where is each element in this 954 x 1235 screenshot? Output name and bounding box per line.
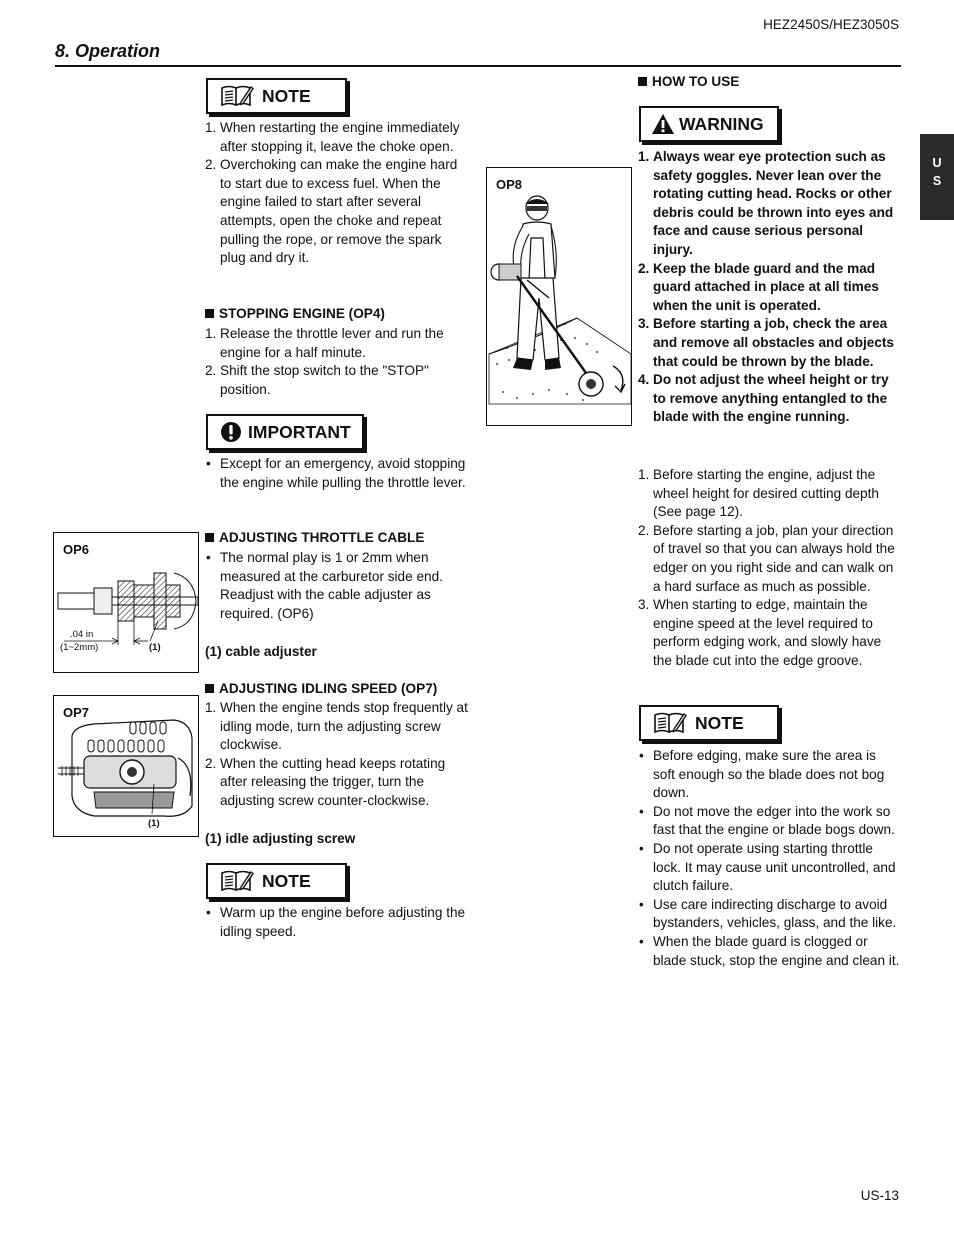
note-label: NOTE [262, 870, 311, 891]
figure-label: OP8 [496, 177, 523, 192]
page-number: US-13 [860, 1188, 899, 1203]
heading-text: HOW TO USE [652, 74, 740, 89]
list-item: • Before edging, make sure the area is soft enough so the blade does not bog down. [638, 747, 900, 803]
heading-text: ADJUSTING IDLING SPEED (OP7) [219, 681, 438, 696]
item-text: Before starting a job, plan your direction of travel so that you can always hold the edger on you right side and can walk on a hard surface as much as possible. [653, 522, 895, 594]
book-pencil-icon [653, 712, 687, 734]
list-item: • When the blade guard is clogged or blade stuck, stop the engine and clean it. [638, 933, 900, 970]
item-number: 2. [205, 363, 217, 379]
section-title: 8. Operation [55, 41, 161, 61]
item-number: 2. [638, 260, 650, 276]
throttle-cable-list [205, 549, 470, 623]
how-to-use-steps [638, 466, 900, 671]
list-item [638, 315, 900, 371]
list-item: • Do not operate using starting throttle lock. It may cause unit uncontrolled, and clutch failure. [638, 840, 900, 896]
list-item [205, 362, 470, 399]
list-item: • The normal play is 1 or 2mm when measured at the carburetor side end. Readjust with the cable adjuster as required. (OP6) [205, 549, 470, 623]
note-list-3 [638, 747, 900, 970]
important-label: IMPORTANT [248, 421, 351, 442]
stopping-list [205, 325, 470, 399]
header-rule [55, 65, 901, 67]
item-text: Do not adjust the wheel height or try to remove anything entangled to the blade with the engine running. [653, 372, 889, 425]
list-item: • Use care indirecting discharge to avoid bystanders, vehicles, glass, and the like. [638, 896, 900, 933]
note-list-2 [205, 904, 470, 941]
cable-adjuster-caption: (1) cable adjuster [205, 644, 317, 659]
square-bullet-icon [638, 77, 647, 86]
figure-label: OP6 [63, 542, 90, 557]
stopping-engine-heading [205, 305, 385, 324]
item-number: 4. [638, 372, 650, 388]
figure-callout: (1) [148, 818, 160, 829]
note-list-1 [205, 119, 470, 268]
important-callout [206, 414, 364, 450]
list-item [205, 119, 470, 156]
list-item [205, 699, 470, 755]
figure-label: OP7 [63, 705, 90, 720]
model-number: HEZ2450S/HEZ3050S [763, 17, 899, 32]
warning-list [638, 148, 900, 427]
list-item: • Do not move the edger into the work so fast that the engine or blade bogs down. [638, 803, 900, 840]
item-text: When starting to edge, maintain the engine speed at the level required to perform edging work, and slowly have the blade cut into the edge groove. [653, 597, 882, 668]
item-text: Keep the blade guard and the mad guard attached in place at all times when the unit is operated. [653, 260, 879, 313]
list-item: • Except for an emergency, avoid stopping the engine while pulling the throttle lever. [205, 455, 470, 492]
list-item [205, 156, 470, 268]
item-number: 2. [205, 755, 217, 771]
heading-text: STOPPING ENGINE (OP4) [219, 306, 385, 321]
idling-list [205, 699, 470, 811]
square-bullet-icon [205, 309, 214, 318]
throttle-cable-heading [205, 529, 424, 548]
item-text: Before starting a job, check the area and remove all obstacles and objects that could be thrown by the blade. [653, 316, 894, 369]
figure-op8 [486, 167, 632, 426]
square-bullet-icon [205, 533, 214, 542]
item-number: 2. [638, 522, 650, 538]
item-number: 1. [205, 120, 217, 135]
item-number: 1. [205, 326, 217, 341]
item-text: Release the throttle lever and run the engine for a half minute. [220, 326, 444, 360]
warning-callout [639, 106, 779, 142]
list-item [205, 755, 470, 811]
figure-op6 [53, 532, 199, 673]
engine-carburetor-drawing [54, 696, 200, 838]
operator-edging-drawing [487, 168, 633, 427]
item-text: Overchoking can make the engine hard to start due to excess fuel. When the engine failed to start after several attempts, open the choke and repeat pulling the rope, or remove the spark plug and dry it. [220, 157, 458, 266]
book-pencil-icon [220, 870, 254, 892]
list-item [638, 522, 900, 596]
item-number: 3. [638, 597, 650, 613]
dimension-inches: .04 in [70, 629, 94, 640]
list-item [638, 260, 900, 316]
list-item [638, 148, 900, 260]
item-text: When the engine tends stop frequently at idling mode, turn the adjusting screw clockwise. [220, 700, 468, 753]
how-to-use-heading [638, 73, 739, 92]
item-number: 1. [638, 149, 650, 164]
item-text: When the cutting head keeps rotating after releasing the trigger, turn the adjusting screw counter-clockwise. [220, 755, 446, 808]
list-item [205, 325, 470, 362]
figure-op7 [53, 695, 199, 837]
list-item: • Warm up the engine before adjusting the idling speed. [205, 904, 470, 941]
square-bullet-icon [205, 684, 214, 693]
note-label: NOTE [695, 712, 744, 733]
item-number: 3. [638, 316, 650, 332]
item-text: Shift the stop switch to the "STOP" position. [220, 363, 429, 397]
side-tab [920, 134, 954, 220]
item-text: Always wear eye protection such as safety goggles. Never lean over the rotating cutting head. Rocks or other debris could be thrown into eyes and face and cause serious personal injury. [653, 149, 894, 257]
idling-speed-heading [205, 680, 437, 699]
idle-screw-caption: (1) idle adjusting screw [205, 831, 356, 846]
important-list [205, 455, 470, 492]
list-item [638, 371, 900, 427]
item-number: 1. [205, 700, 217, 715]
list-item [638, 596, 900, 670]
heading-text: ADJUSTING THROTTLE CABLE [219, 530, 425, 545]
warning-label: WARNING [679, 113, 764, 134]
side-tab-label: U S [932, 156, 942, 188]
dimension-mm: (1~2mm) [60, 642, 99, 653]
warning-triangle-icon [651, 113, 675, 135]
note-callout-3 [639, 705, 779, 741]
item-text: Before starting the engine, adjust the wheel height for desired cutting depth (See page 12). [653, 467, 879, 520]
exclamation-circle-icon [220, 421, 242, 443]
list-item [638, 466, 900, 522]
figure-callout: (1) [149, 642, 161, 653]
note-callout-2 [206, 863, 347, 899]
item-text: When restarting the engine immediately after stopping it, leave the choke open. [220, 120, 460, 154]
book-pencil-icon [220, 85, 254, 107]
item-number: 2. [205, 157, 217, 173]
note-label: NOTE [262, 85, 311, 106]
note-callout-1 [206, 78, 347, 114]
item-number: 1. [638, 467, 650, 482]
